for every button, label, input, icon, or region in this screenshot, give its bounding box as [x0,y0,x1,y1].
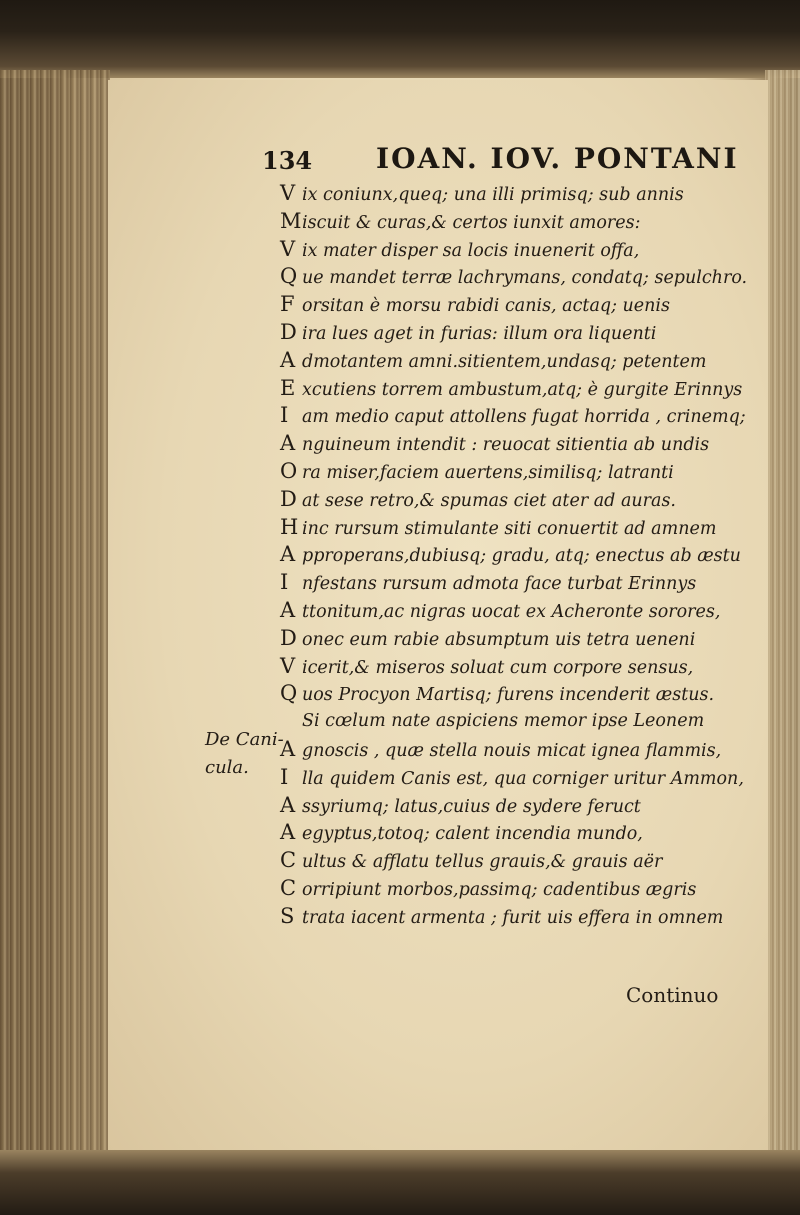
line-text: pproperans,dubiusq; gradu, atq; enectus ab æstu [302,546,741,567]
margin-note-line: De Cani- [205,729,284,750]
poem-line [280,680,750,708]
line-text: onec eum rabie absumptum uis tetra ueneni [302,629,696,650]
line-initial: V [280,653,296,678]
line-initial: C [280,848,297,873]
line-initial: A [280,597,296,622]
catchword: Continuo [626,983,719,1007]
poem-line [280,875,750,903]
line-text: orsitan è morsu rabidi canis, actaq; uenis [302,296,671,317]
line-initial: H [280,514,299,539]
line-initial: D [280,625,297,650]
line-text: ix mater disper sa locis inuenerit offa, [302,240,640,261]
line-text: trata iacent armenta ; furit uis effera in omnem [302,907,724,928]
poem-line [280,402,750,430]
line-text: at sese retro,& spumas ciet ater ad auras. [302,490,676,511]
poem-text [280,180,750,931]
poem-line [280,291,750,319]
poem-line [280,458,750,486]
background-top [0,0,800,78]
poem-line [280,180,750,208]
poem-line [280,569,750,597]
line-initial: I [280,403,289,428]
line-text: icerit,& miseros soluat cum corpore sensus, [302,657,694,678]
right-page-edges [765,70,800,1160]
margin-note-line: cula. [205,757,249,778]
poem-line [280,736,750,764]
margin-note [205,726,284,782]
line-initial: A [280,792,296,817]
poem-line [280,819,750,847]
poem-line [280,792,750,820]
poem-line [280,708,750,736]
poem-line [280,236,750,264]
line-initial: A [280,736,296,761]
line-text: orripiunt morbos,passimq; cadentibus ægris [302,879,697,900]
line-text: xcutiens torrem ambustum,atq; è gurgite Erinnys [302,379,743,400]
line-initial: I [280,764,289,789]
line-initial: I [280,570,289,595]
poem-line [280,597,750,625]
line-initial: D [280,319,297,344]
poem-line [280,319,750,347]
line-initial: V [280,181,296,205]
line-text: am medio caput attollens fugat horrida , crinemq; [302,407,746,428]
page-number: 134 [262,146,313,175]
line-initial: E [280,375,296,400]
poem-line [280,847,750,875]
poem-line [280,263,750,291]
line-text: gnoscis , quæ stella nouis micat ignea flammis, [302,740,722,761]
line-initial: C [280,875,297,900]
line-initial: Q [280,264,298,289]
poem-line [280,625,750,653]
background-bottom [0,1150,800,1215]
line-initial: A [280,820,296,845]
line-text: iscuit & curas,& certos iunxit amores: [302,212,641,233]
poem-line [280,208,750,236]
poem-line [280,486,750,514]
line-initial: Q [280,681,298,706]
line-text: ira lues aget in furias: illum ora liquenti [302,323,657,344]
line-text: nguineum intendit : reuocat sitientia ab undis [302,435,710,456]
line-text: nfestans rursum admota face turbat Erinnys [302,574,697,595]
line-text: ultus & afflatu tellus grauis,& grauis aër [302,852,663,873]
line-initial: A [280,542,296,567]
line-initial: M [280,208,302,233]
line-initial: A [280,347,296,372]
poem-line [280,764,750,792]
line-text: ra miser,faciem auertens,similisq; latranti [302,462,674,483]
line-text: ssyriumq; latus,cuius de sydere feruct [302,796,641,817]
page-header [262,140,739,180]
poem-line [280,347,750,375]
line-text: ttonitum,ac nigras uocat ex Acheronte sorores, [302,601,721,622]
line-initial: F [280,292,295,317]
poem-line [280,903,750,931]
line-initial: O [280,458,298,483]
poem-line [280,514,750,542]
left-page-edges [0,70,110,1160]
running-head: IOAN. IOV. PONTANI [376,142,739,175]
line-text: inc rursum stimulante siti conuertit ad amnem [302,518,717,539]
line-text: dmotantem amni.sitientem,undasq; petentem [302,351,707,372]
line-initial: A [280,431,296,456]
poem-line [280,430,750,458]
line-text: Si cœlum nate aspiciens memor ipse Leonem [302,711,705,732]
poem-line [280,375,750,403]
poem-line [280,653,750,681]
line-initial: V [280,236,296,261]
line-text: lla quidem Canis est, qua corniger uritur Ammon, [302,768,744,789]
poem-line [280,541,750,569]
line-initial: D [280,486,297,511]
line-text: ue mandet terræ lachrymans, condatq; sepulchro. [302,268,748,289]
line-text: uos Procyon Martisq; furens incenderit æstus. [302,685,715,706]
line-initial: S [280,903,295,928]
line-text: egyptus,totoq; calent incendia mundo, [302,824,643,845]
line-text: ix coniunx,queq; una illi primisq; sub annis [302,185,684,205]
